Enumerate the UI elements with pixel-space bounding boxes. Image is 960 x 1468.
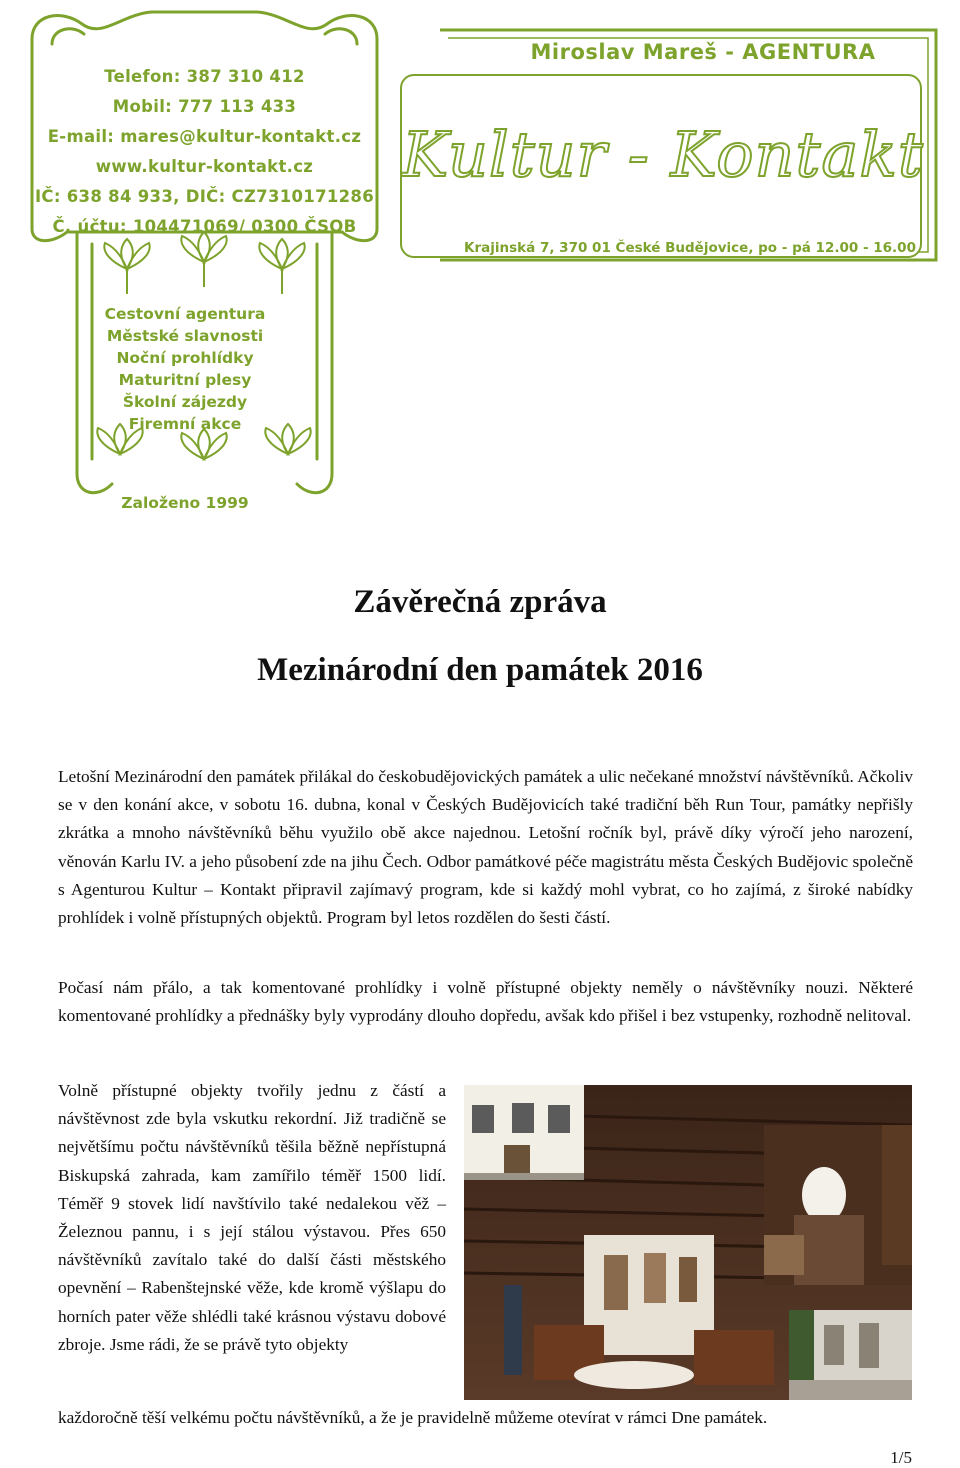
- report-subtitle: Mezinárodní den památek 2016: [257, 652, 703, 688]
- contact-block: [22, 62, 387, 242]
- kultur-kontakt-logo: Kultur - Kontakt: [402, 118, 924, 191]
- logo-box: [400, 74, 922, 258]
- contact-phone: Telefon: 387 310 412: [104, 67, 305, 86]
- founded-note: Založeno 1999: [121, 494, 249, 512]
- paragraph-conclusion: každoročně těší velkému počtu návštěvníků, a že je pravidelně můžeme otevírat v rámci Dne památek.: [58, 1408, 768, 1427]
- services-list: [90, 303, 280, 435]
- agency-name: Miroslav Mareš - AGENTURA: [530, 40, 876, 64]
- page-number: 1/5: [890, 1448, 912, 1467]
- office-address: Krajinská 7, 370 01 České Budějovice, po - pá 12.00 - 16.00: [464, 240, 916, 256]
- contact-mobile: Mobil: 777 113 433: [112, 97, 297, 116]
- service-item: Firemní akce: [128, 415, 242, 433]
- contact-website: www.kultur-kontakt.cz: [95, 157, 314, 176]
- paragraph-attendance: Volně přístupné objekty tvořily jednu z částí a návštěvnost zde byla vskutku rekordní. Již tradičně se největšímu počtu návštěvníků těšila běžně nepřístupná Biskupská zahrada, kam zamířilo téměř 1500 lidí. Téměř 9 stovek lidí navštívilo také nedalekou věž – Železnou pannu, i s její stálou výstavou. Přes 650 návštěvníků zavítalo také do další části městského opevnění – Rabenštejnské věže, kde kromě výšlapu do horních pater věže shlédli také krásnou výstavu dobové zbroje. Jsme rádi, že se právě tyto objekty: [58, 1081, 446, 1354]
- photo-collage-image: [464, 1085, 912, 1400]
- contact-bank-account: Č. účtu: 104471069/ 0300 ČSOB: [52, 217, 357, 236]
- contact-email: E-mail: mares@kultur-kontakt.cz: [47, 127, 362, 146]
- letterhead-brand: [402, 30, 936, 270]
- service-item: Školní zájezdy: [122, 393, 248, 411]
- paragraph-weather: Počasí nám přálo, a tak komentované prohlídky i volně přístupné objekty neměly o návštěvníky nouzi. Některé komentované prohlídky a přednášky byly vyprodány dlouho dopředu, avšak kdo přišel i bez vstupenky, rozhodně nelitoval.: [58, 978, 913, 1026]
- paragraph-intro: Letošní Mezinárodní den památek přilákal do českobudějovických památek a ulic nečekané množství návštěvníků. Ačkoliv se v den konání akce, v sobotu 16. dubna, konal v Českých Budějovicích také tradiční běh Run Tour, památky nepřišly zkrátka a mnoho návštěvníků běhu využilo obě akce najednou. Letošní ročník byl, právě díky výročí jeho narození, věnován Karlu IV. a jeho působení zde na jihu Čech. Odbor památkové péče magistrátu města Českých Budějovic společně s Agenturou Kultur – Kontakt připravil zajímavý program, kde si každý mohl vybrat, co ho zajímá, z široké nabídky prohlídek i volně přístupných objektů. Program byl letos rozdělen do šesti částí.: [58, 767, 913, 928]
- service-item: Cestovní agentura: [104, 305, 266, 323]
- service-item: Maturitní plesy: [118, 371, 252, 389]
- service-item: Noční prohlídky: [116, 349, 254, 367]
- contact-ids: IČ: 638 84 933, DIČ: CZ7310171286: [34, 187, 374, 206]
- photo-collage: [464, 1085, 912, 1400]
- report-title: Závěrečná zpráva: [353, 584, 607, 620]
- service-item: Městské slavnosti: [106, 327, 264, 345]
